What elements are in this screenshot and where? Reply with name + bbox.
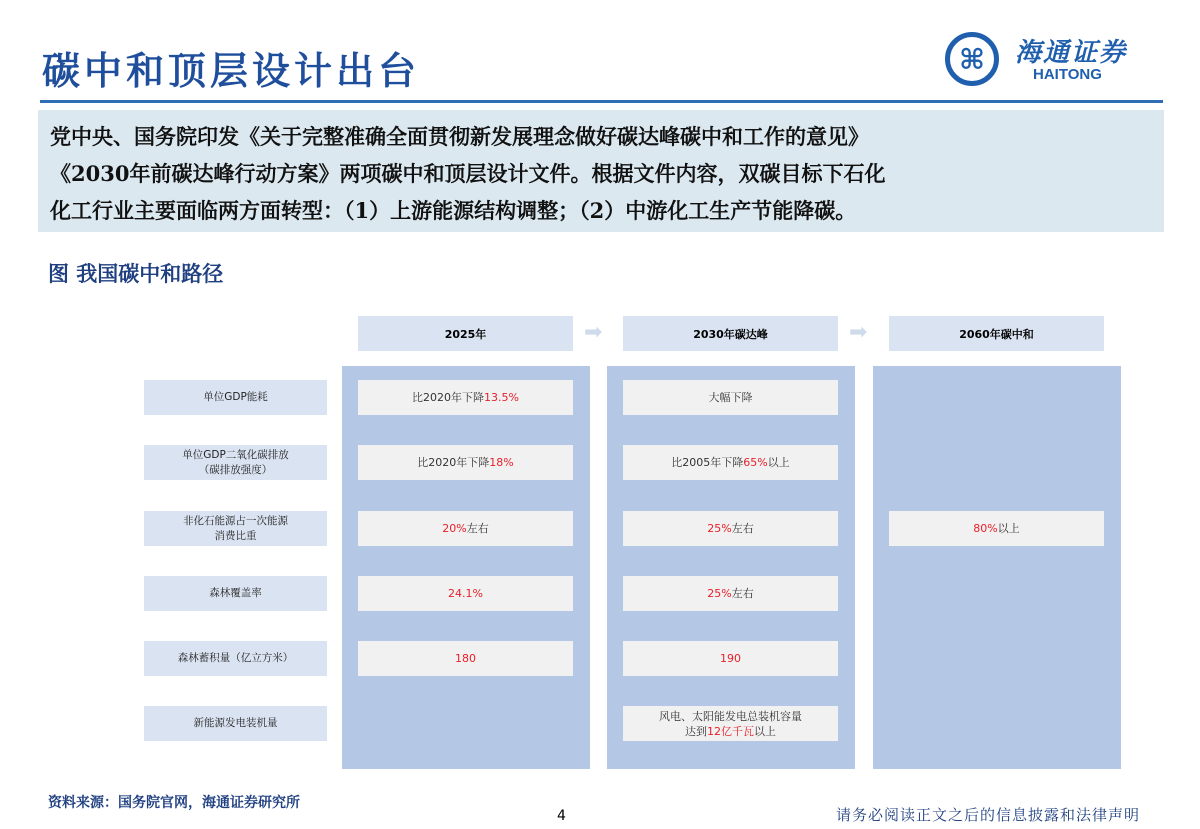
column-background	[873, 366, 1121, 769]
value-cell	[889, 511, 1104, 546]
figure-title: 图 我国碳中和路径	[48, 261, 224, 286]
summary-line: 化工行业主要面临两方面转型：（1）上游能源结构调整；（2）中游化工生产节能降碳。	[50, 198, 857, 223]
arrow-right-icon: ➡	[849, 320, 868, 345]
value-label: 比2020年下降	[412, 391, 485, 404]
value-text	[707, 521, 753, 536]
page-title: 碳中和顶层设计出台	[42, 48, 421, 93]
value-text	[671, 455, 789, 470]
value-label: 以上	[754, 724, 776, 738]
column-header: 2060年碳中和	[889, 316, 1104, 351]
source-note: 资料来源：国务院官网，海通证券研究所	[48, 795, 300, 811]
highlight-value: 65%	[743, 456, 768, 469]
summary-line: 党中央、国务院印发《关于完整准确全面贯彻新发展理念做好碳达峰碳中和工作的意见》	[50, 124, 869, 149]
arrow-right-icon: ➡	[584, 320, 603, 345]
row-label: 非化石能源占一次能源 消费比重	[144, 511, 327, 546]
value-cell	[358, 576, 573, 611]
column-header: 2025年	[358, 316, 573, 351]
value-text	[442, 521, 488, 536]
value-label: 左右	[731, 522, 754, 535]
value-text	[455, 651, 476, 666]
value-label: 大幅下降	[708, 391, 753, 404]
column-background	[342, 366, 590, 769]
haitong-logo	[945, 32, 1165, 90]
value-text	[659, 709, 802, 739]
value-cell	[623, 511, 838, 546]
value-cell	[623, 641, 838, 676]
value-label: 比2005年下降	[671, 456, 744, 469]
disclaimer: 请务必阅读正文之后的信息披露和法律声明	[836, 806, 1141, 824]
highlight-value: 12亿千瓦	[707, 724, 754, 738]
value-cell	[358, 641, 573, 676]
highlight-value: 13.5%	[484, 391, 519, 404]
value-cell	[623, 380, 838, 415]
value-text	[707, 586, 753, 601]
highlight-value: 190	[720, 652, 741, 665]
value-cell	[358, 511, 573, 546]
summary-line: 《2030年前碳达峰行动方案》两项碳中和顶层设计文件。根据文件内容，双碳目标下石化	[50, 161, 886, 186]
value-label: 左右	[466, 522, 489, 535]
value-label: 以上	[997, 522, 1020, 535]
logo-english-name: HAITONG	[1033, 66, 1102, 83]
page-number: 4	[557, 808, 566, 824]
highlight-value: 25%	[707, 587, 732, 600]
row-label: 单位GDP二氧化碳排放 （碳排放强度）	[144, 445, 327, 480]
header-divider	[40, 100, 1163, 103]
logo-chinese-name: 海通证券	[1015, 38, 1128, 68]
value-cell	[623, 445, 838, 480]
value-text	[720, 651, 741, 666]
row-label: 森林蓄积量（亿立方米）	[144, 641, 327, 676]
row-label: 单位GDP能耗	[144, 380, 327, 415]
value-text	[412, 390, 519, 405]
value-label: 以上	[767, 456, 790, 469]
highlight-value: 18%	[489, 456, 514, 469]
highlight-value: 20%	[442, 522, 467, 535]
highlight-value: 80%	[973, 522, 998, 535]
row-label: 森林覆盖率	[144, 576, 327, 611]
value-label: 比2020年下降	[417, 456, 490, 469]
highlight-value: 25%	[707, 522, 732, 535]
summary-box	[38, 110, 1164, 232]
value-label: 左右	[731, 587, 754, 600]
haitong-emblem-icon: ⌘	[945, 32, 999, 86]
value-text	[973, 521, 1019, 536]
value-text	[448, 586, 483, 601]
value-cell	[358, 380, 573, 415]
value-text	[709, 390, 753, 405]
highlight-value: 180	[455, 652, 476, 665]
value-text	[417, 455, 513, 470]
highlight-value: 24.1%	[448, 587, 483, 600]
row-label: 新能源发电装机量	[144, 706, 327, 741]
value-cell	[623, 706, 838, 741]
value-label: 风电、太阳能发电总装机容量 达到	[659, 709, 802, 738]
column-header: 2030年碳达峰	[623, 316, 838, 351]
value-cell	[358, 445, 573, 480]
value-cell	[623, 576, 838, 611]
